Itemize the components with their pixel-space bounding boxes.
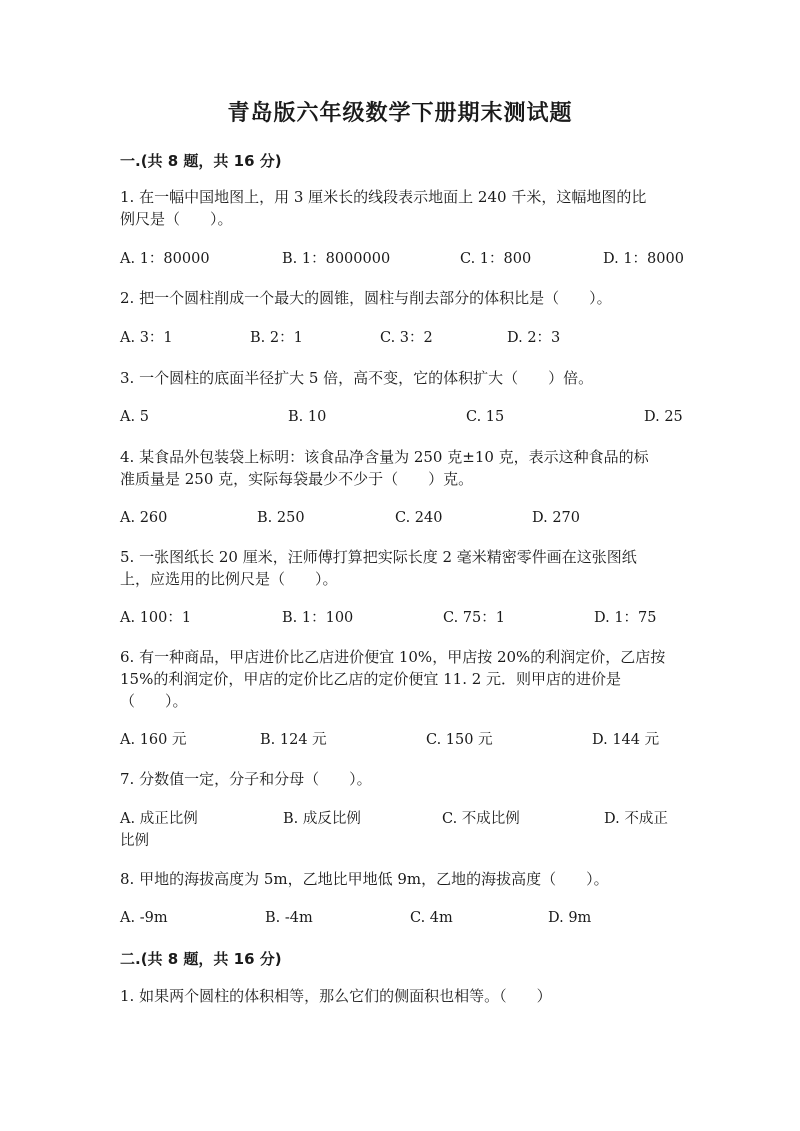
page-title: 青岛版六年级数学下册期末测试题 (227, 101, 573, 126)
section-heading-2: 二.(共 8 题，共 16 分) (120, 950, 282, 968)
option-c[interactable]: C. 4m (410, 910, 453, 926)
question-text-line: 5. 一张图纸长 20 厘米，汪师傅打算把实际长度 2 毫米精密零件画在这张图纸 (120, 548, 637, 566)
option-a[interactable]: A. 3：1 (120, 330, 173, 346)
option-c[interactable]: C. 75：1 (443, 610, 505, 626)
option-d[interactable]: D. 1：8000 (603, 251, 684, 267)
question-2-1 (120, 985, 680, 1007)
question-text-line: 准质量是 250 克，实际每袋最少不少于（ ）克。 (120, 470, 474, 488)
option-d[interactable]: D. 270 (532, 510, 581, 526)
option-a[interactable]: A. 160 元 (120, 732, 187, 748)
option-b[interactable]: B. 1：8000000 (282, 251, 391, 267)
question-text-line: 4. 某食品外包装袋上标明：该食品净含量为 250 克±10 克，表示这种食品的标 (120, 448, 649, 466)
question-text-line: 1. 如果两个圆柱的体积相等，那么它们的侧面积也相等。（ ） (120, 987, 552, 1005)
option-c[interactable]: C. 240 (395, 510, 443, 526)
option-c[interactable]: C. 15 (466, 409, 505, 425)
option-c[interactable]: C. 不成比例 (442, 811, 520, 827)
question-text-line: 6. 有一种商品，甲店进价比乙店进价便宜 10%，甲店按 20%的利润定价，乙店按 (120, 648, 666, 666)
option-a[interactable]: A. 100：1 (120, 610, 192, 626)
option-a[interactable]: A. -9m (120, 910, 168, 926)
options-1-7 (120, 808, 680, 852)
question-text-line: 例尺是（ ）。 (120, 210, 233, 228)
option-a[interactable]: A. 1：80000 (120, 251, 210, 267)
question-1-8 (120, 868, 680, 890)
question-1-1 (120, 186, 680, 230)
question-text-line: 3. 一个圆柱的底面半径扩大 5 倍，高不变，它的体积扩大（ ）倍。 (120, 369, 594, 387)
option-d[interactable]: D. 144 元 (592, 732, 660, 748)
option-b[interactable]: B. 2：1 (250, 330, 303, 346)
question-1-2 (120, 287, 680, 309)
question-text-line: 2. 把一个圆柱削成一个最大的圆锥，圆柱与削去部分的体积比是（ ）。 (120, 289, 612, 307)
option-d-wrap: 比例 (120, 833, 149, 849)
question-text-line: 上，应选用的比例尺是（ ）。 (120, 570, 338, 588)
option-b[interactable]: B. 124 元 (260, 732, 327, 748)
question-text-line: （ ）。 (120, 692, 188, 710)
option-b[interactable]: B. 250 (257, 510, 305, 526)
option-c[interactable]: C. 150 元 (426, 732, 493, 748)
option-b[interactable]: B. 1：100 (282, 610, 354, 626)
question-text-line: 1. 在一幅中国地图上，用 3 厘米长的线段表示地面上 240 千米，这幅地图的比 (120, 188, 647, 206)
question-text-line: 15%的利润定价，甲店的定价比乙店的定价便宜 11. 2 元．则甲店的进价是 (120, 670, 622, 688)
option-b[interactable]: B. 成反比例 (283, 811, 361, 827)
option-d[interactable]: D. 9m (548, 910, 592, 926)
option-b[interactable]: B. 10 (288, 409, 327, 425)
option-d[interactable]: D. 2：3 (507, 330, 561, 346)
option-d[interactable]: D. 25 (644, 409, 683, 425)
option-d[interactable]: D. 不成正 (604, 811, 668, 827)
option-b[interactable]: B. -4m (265, 910, 313, 926)
question-text-line: 7. 分数值一定，分子和分母（ ）。 (120, 770, 372, 788)
question-1-3 (120, 367, 680, 389)
question-text-line: 8. 甲地的海拔高度为 5m，乙地比甲地低 9m，乙地的海拔高度（ ）。 (120, 870, 609, 888)
section-heading-1: 一.(共 8 题，共 16 分) (120, 152, 282, 170)
option-c[interactable]: C. 1：800 (460, 251, 532, 267)
option-a[interactable]: A. 成正比例 (120, 811, 198, 827)
option-d[interactable]: D. 1：75 (594, 610, 657, 626)
option-a[interactable]: A. 5 (120, 409, 149, 425)
question-1-4 (120, 446, 680, 490)
question-1-6 (120, 646, 680, 712)
question-1-7 (120, 768, 680, 790)
option-c[interactable]: C. 3：2 (380, 330, 433, 346)
option-a[interactable]: A. 260 (120, 510, 168, 526)
question-1-5 (120, 546, 680, 590)
